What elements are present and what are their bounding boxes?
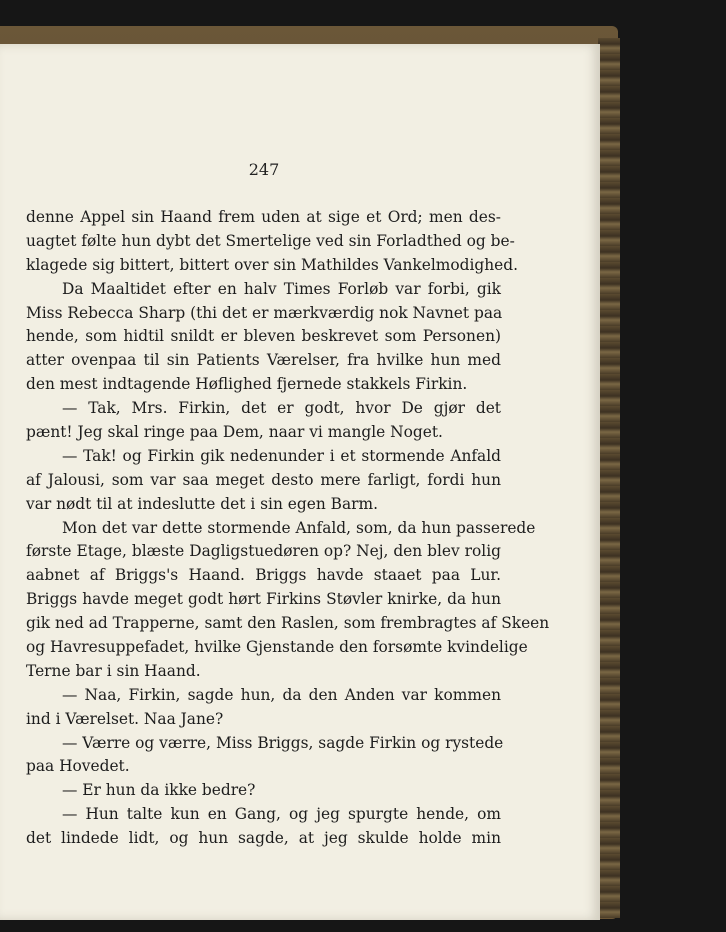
text-line: denne Appel sin Haand frem uden at sige et Ord; men des- bbox=[26, 208, 501, 226]
text-line: atter ovenpaa til sin Patients Værelser, fra hvilke hun med bbox=[26, 351, 501, 370]
text-line: — Naa, Firkin, sagde hun, da den Anden var kommen bbox=[62, 685, 501, 704]
text-line: aabnet af Briggs's Haand. Briggs havde staaet paa Lur. bbox=[26, 566, 501, 585]
paper-page bbox=[0, 44, 600, 920]
text-line: var nødt til at indeslutte det i sin egen Barm. bbox=[26, 494, 378, 513]
text-line: første Etage, blæste Dagligstuedøren op? Nej, den blev rolig bbox=[26, 542, 501, 561]
text-line: Terne bar i sin Haand. bbox=[26, 661, 201, 680]
text-line: uagtet følte hun dybt det Smertelige ved sin Forladthed og be- bbox=[26, 231, 515, 250]
text-line: den mest indtagende Høflighed fjernede stakkels Firkin. bbox=[26, 375, 468, 394]
text-line: — Hun talte kun en Gang, og jeg spurgte hende, om bbox=[62, 805, 501, 824]
text-line: Briggs havde meget godt hørt Firkins Støvler knirke, da hun bbox=[26, 590, 501, 609]
text-line: Mon det var dette stormende Anfald, som, da hun passerede bbox=[62, 518, 536, 537]
text-line: — Tak! og Firkin gik nedenunder i et stormende Anfald bbox=[62, 446, 501, 465]
text-line: hende, som hidtil snildt er bleven beskrevet som Personen) bbox=[26, 327, 501, 346]
text-line: gik ned ad Trapperne, samt den Raslen, som frembragtes af Skeen bbox=[26, 614, 550, 633]
text-line: Da Maaltidet efter en halv Times Forløb var forbi, gik bbox=[62, 279, 501, 298]
text-line: Miss Rebecca Sharp (thi det er mærkværdig nok Navnet paa bbox=[26, 303, 503, 322]
text-line: det lindede lidt, og hun sagde, at jeg skulde holde min bbox=[26, 829, 501, 848]
book-binding-edge bbox=[598, 38, 620, 918]
text-line: klagede sig bittert, bittert over sin Mathildes Vankelmodighed. bbox=[26, 255, 519, 274]
text-line: og Havresuppefadet, hvilke Gjenstande den forsømte kvindelige bbox=[26, 638, 528, 657]
text-line: — Værre og værre, Miss Briggs, sagde Firkin og rystede bbox=[62, 733, 504, 752]
text-line: af Jalousi, som var saa meget desto mere farligt, fordi hun bbox=[26, 470, 501, 489]
text-line: — Er hun da ikke bedre? bbox=[62, 781, 256, 800]
text-line: pænt! Jeg skal ringe paa Dem, naar vi mangle Noget. bbox=[26, 423, 443, 442]
text-line: paa Hovedet. bbox=[26, 757, 130, 776]
body-text bbox=[26, 206, 550, 851]
text-line: — Tak, Mrs. Firkin, det er godt, hvor De gjør det bbox=[62, 399, 501, 418]
page-number: 247 bbox=[248, 160, 280, 179]
text-line: ind i Værelset. Naa Jane? bbox=[26, 709, 224, 728]
